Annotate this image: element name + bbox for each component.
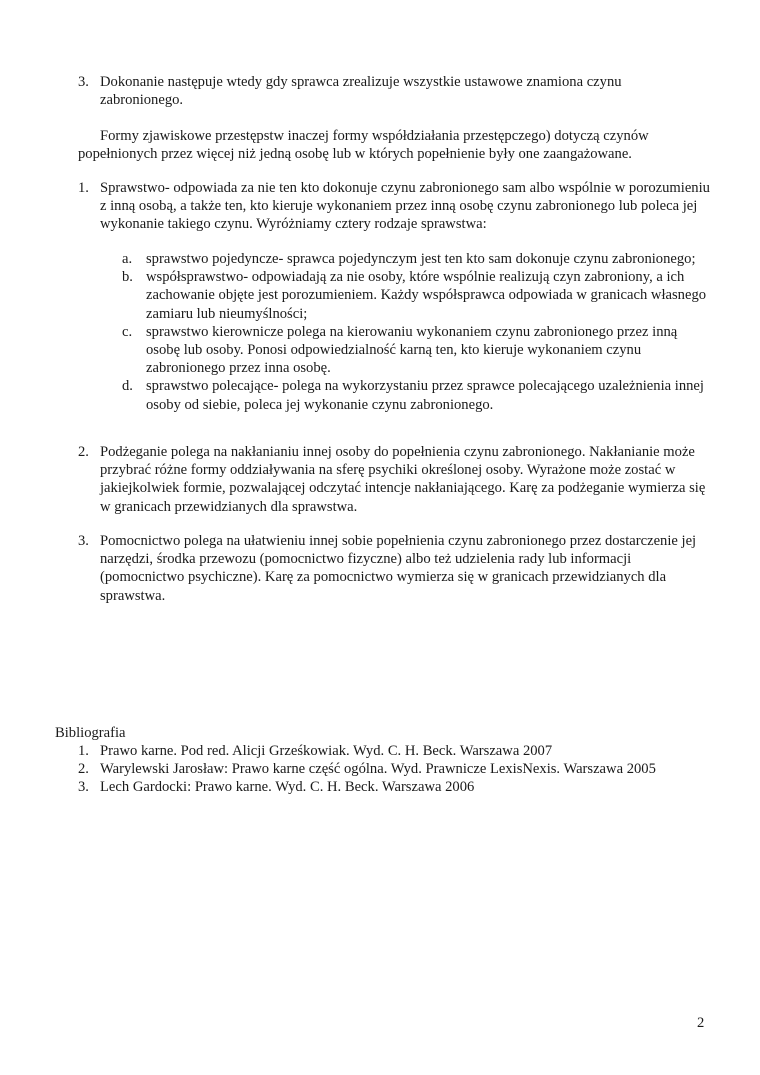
bibliography-item xyxy=(78,760,718,778)
bibliography-number: 3. xyxy=(78,779,89,796)
list-item-podzeganie xyxy=(78,443,710,516)
list-number: 3. xyxy=(78,533,89,549)
sub-list-item xyxy=(122,323,712,378)
bibliography-number: 1. xyxy=(78,743,89,759)
sub-list-text: sprawstwo kierownicze polega na kierowaniu wykonaniem czynu zabronionego przez inną osobę lub osoby. Ponosi odpowiedzialność karną ten, kto kieruje wykonaniem czynu zabronionego przez inna osobę. xyxy=(146,323,678,377)
bibliography-item xyxy=(78,742,718,760)
list-number: 2. xyxy=(78,444,89,460)
bibliography-list xyxy=(78,742,718,797)
sub-list-text: współsprawstwo- odpowiadają za nie osoby, które wspólnie realizują czyn zabroniony, a ich zachowanie objęte jest porozumieniem. Każdy współsprawca odpowiada w granicach własnego zamiaru lub nieumyślności; xyxy=(146,269,707,322)
bibliography-text: Lech Gardocki: Prawo karne. Wyd. C. H. Beck. Warszawa 2006 xyxy=(100,779,475,796)
bibliography-heading: Bibliografia xyxy=(55,725,126,741)
bibliography-text: Prawo karne. Pod red. Alicji Grześkowiak. Wyd. C. H. Beck. Warszawa 2007 xyxy=(100,743,553,759)
sub-list-letter: d. xyxy=(122,378,133,395)
list-item-text: Dokonanie następuje wtedy gdy sprawca zrealizuje wszystkie ustawowe znamiona czynu zabronionego. xyxy=(100,74,622,109)
sub-list-text: sprawstwo polecające- polega na wykorzystaniu przez sprawce polecającego uzależnienia innej osoby od siebie, poleca jej wykonanie czynu zabronionego. xyxy=(146,378,704,413)
sprawstwo-types-list xyxy=(122,250,712,414)
page-number: 2 xyxy=(697,1015,705,1031)
list-item-text: Pomocnictwo polega na ułatwieniu innej sobie popełnienia czynu zabronionego przez dostarczenie jej narzędzi, środka przewozu (pomocnictwo fizyczne) albo też udzielenia rady lub informacji (pomocnictwo psychiczne). Karę za pomocnictwo wymierza się w granicach przewidzianych dla sprawstwa. xyxy=(100,533,697,604)
list-item-sprawstwo xyxy=(78,179,710,234)
sub-list-item xyxy=(122,377,712,413)
list-item-text: Podżeganie polega na nakłanianiu innej osoby do popełnienia czynu zabronionego. Nakłanianie może przybrać różne formy oddziaływania na sferę psychiki określonej osoby. Wyrażone może zostać w jakiejkolwiek formie, pozwalającej odczytać intencje nakłaniającego. Karę za podżeganie wymierza się w granicach przewidzianych dla sprawstwa. xyxy=(100,444,706,515)
list-item-dokonanie xyxy=(78,73,708,109)
forms-paragraph: Formy zjawiskowe przestępstw inaczej formy współdziałania przestępczego) dotyczą czynów popełnionych przez więcej niż jedną osobę lub w których popełnienie były one zaangażowane. xyxy=(78,128,649,163)
list-number: 1. xyxy=(78,180,89,196)
sub-list-text: sprawstwo pojedyncze- sprawca pojedynczym jest ten kto sam dokonuje czynu zabronionego; xyxy=(146,251,696,267)
list-item-pomocnictwo xyxy=(78,532,710,605)
bibliography-text: Warylewski Jarosław: Prawo karne część ogólna. Wyd. Prawnicze LexisNexis. Warszawa 2005 xyxy=(100,761,656,778)
sub-list-letter: a. xyxy=(122,251,133,267)
sub-list-item xyxy=(122,250,712,268)
list-item-text: Sprawstwo- odpowiada za nie ten kto dokonuje czynu zabronionego sam albo wspólnie w porozumieniu z inną osobą, a także ten, kto kieruje wykonaniem przez inną osobę czynu zabronionego lub poleca jej wykonanie takiego czynu. Wyróżniamy cztery rodzaje sprawstwa: xyxy=(100,180,710,233)
bibliography-number: 2. xyxy=(78,761,89,778)
list-number: 3. xyxy=(78,74,89,90)
bibliography-item xyxy=(78,778,718,796)
sub-list-item xyxy=(122,268,712,323)
sub-list-letter: c. xyxy=(122,323,133,340)
sub-list-letter: b. xyxy=(122,269,133,286)
